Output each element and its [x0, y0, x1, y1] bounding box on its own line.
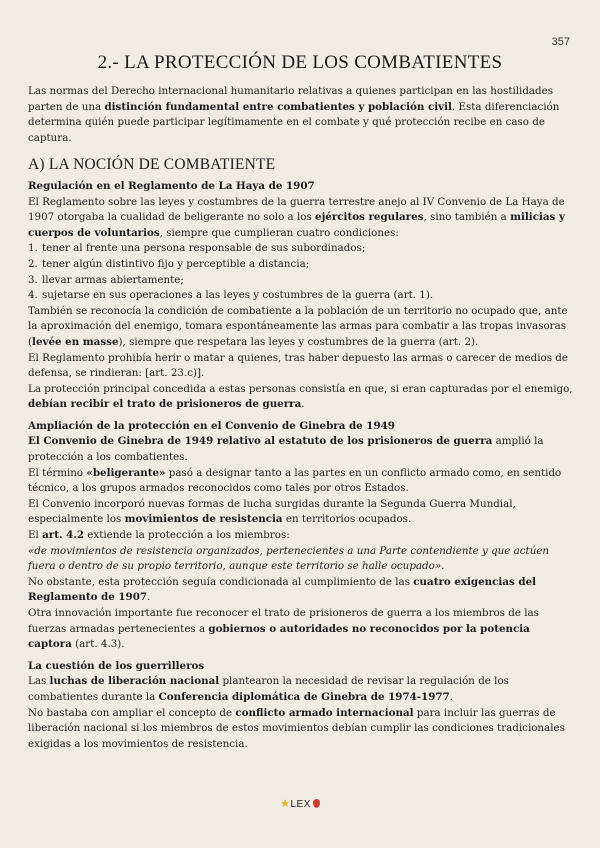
paragraph: Otra innovación importante fue reconocer el trato de prisioneros de guerra a los miembros de las fuerzas armadas pertenecientes a gobiernos o autoridades no reconocidos por la potencia captora (art. 4.3). [28, 607, 539, 651]
section-a-title: A) LA NOCIÓN DE COMBATIENTE [28, 156, 276, 174]
paragraph: El Convenio de Ginebra de 1949 relativo al estatuto de los prisioneros de guerra amplió la protección a los combatientes. [28, 435, 544, 464]
list-item: 1. tener al frente una persona responsable de sus subordinados; [28, 242, 366, 255]
subheading-hague: Regulación en el Reglamento de La Haya de 1907 [28, 179, 315, 192]
drop-icon [313, 799, 320, 808]
paragraph: El término «beligerante» pasó a designar tanto a las partes en un conflicto armado como, en sentido técnico, a los grupos armados reconocidos como tales por otros Estados. [28, 466, 562, 495]
list-item: 2. tener algún distintivo fijo y perceptible a distancia; [28, 257, 310, 270]
intro-paragraph: Las normas del Derecho internacional humanitario relativas a quienes participan en las hostilidades parten de una distinción fundamental entre combatientes y población civil. Esta diferenciación determina quién puede participar legítimamente en el combate y qué protección recibe en caso de captura. [28, 85, 560, 144]
document-body [28, 84, 576, 752]
paragraph: El Reglamento prohibía herir o matar a quienes, tras haber depuesto las armas o carecer de medios de defensa, se rindieran: [art. 23.c)]. [28, 351, 568, 380]
list-item: 3. llevar armas abiertamente; [28, 273, 184, 286]
page-number: 357 [551, 36, 570, 48]
paragraph: También se reconocía la condición de combatiente a la población de un territorio no ocupado que, ante la aproximación del enemigo, tomara espontáneamente las armas para combatir a las tropas invasoras (levée en masse), siempre que respetara las leyes y costumbres de la guerra (art. 2). [28, 304, 568, 348]
paragraph: El Convenio incorporó nuevas formas de lucha surgidas durante la Segunda Guerra Mundial, especialmente los movimientos de resistencia en territorios ocupados. [28, 497, 516, 526]
paragraph: El Reglamento sobre las leyes y costumbres de la guerra terrestre anejo al IV Convenio de La Haya de 1907 otorgaba la cualidad de beligerante no solo a los ejércitos regulares, sino también a milicias y cuerpos de voluntarios, siempre que cumplieran cuatro condiciones: [28, 195, 565, 239]
paragraph: Las luchas de liberación nacional plantearon la necesidad de revisar la regulación de los combatientes durante la Conferencia diplomática de Ginebra de 1974-1977. [28, 675, 509, 703]
subheading-guerrillas: La cuestión de los guerrilleros [28, 659, 205, 672]
brand-text: LEX [290, 799, 311, 810]
star-icon: ★ [280, 798, 291, 810]
paragraph: El art. 4.2 extiende la protección a los miembros: [28, 529, 290, 542]
quote: «de movimientos de resistencia organizados, pertenecientes a una Parte contendiente y que actúen fuera o dentro de su propio territorio, aunque este territorio se halle ocupado». [28, 544, 550, 573]
subheading-geneva: Ampliación de la protección en el Convenio de Ginebra de 1949 [28, 419, 395, 432]
list-item: 4. sujetarse en sus operaciones a las leyes y costumbres de la guerra (art. 1). [28, 289, 434, 302]
paragraph: La protección principal concedida a estas personas consistía en que, si eran capturadas por el enemigo, debían recibir el trato de prisioneros de guerra. [28, 382, 573, 411]
page-title: 2.- LA PROTECCIÓN DE LOS COMBATIENTES [97, 52, 503, 73]
conditions-list [28, 241, 576, 303]
paragraph: No bastaba con ampliar el concepto de conflicto armado internacional para incluir las guerras de liberación nacional si los miembros de estos movimientos debían cumplir las condiciones tradicionales exigidas a los movimientos de resistencia. [28, 706, 565, 750]
footer-brand [0, 797, 600, 810]
paragraph: No obstante, esta protección seguía condicionada al cumplimiento de las cuatro exigencias del Reglamento de 1907. [28, 575, 537, 604]
